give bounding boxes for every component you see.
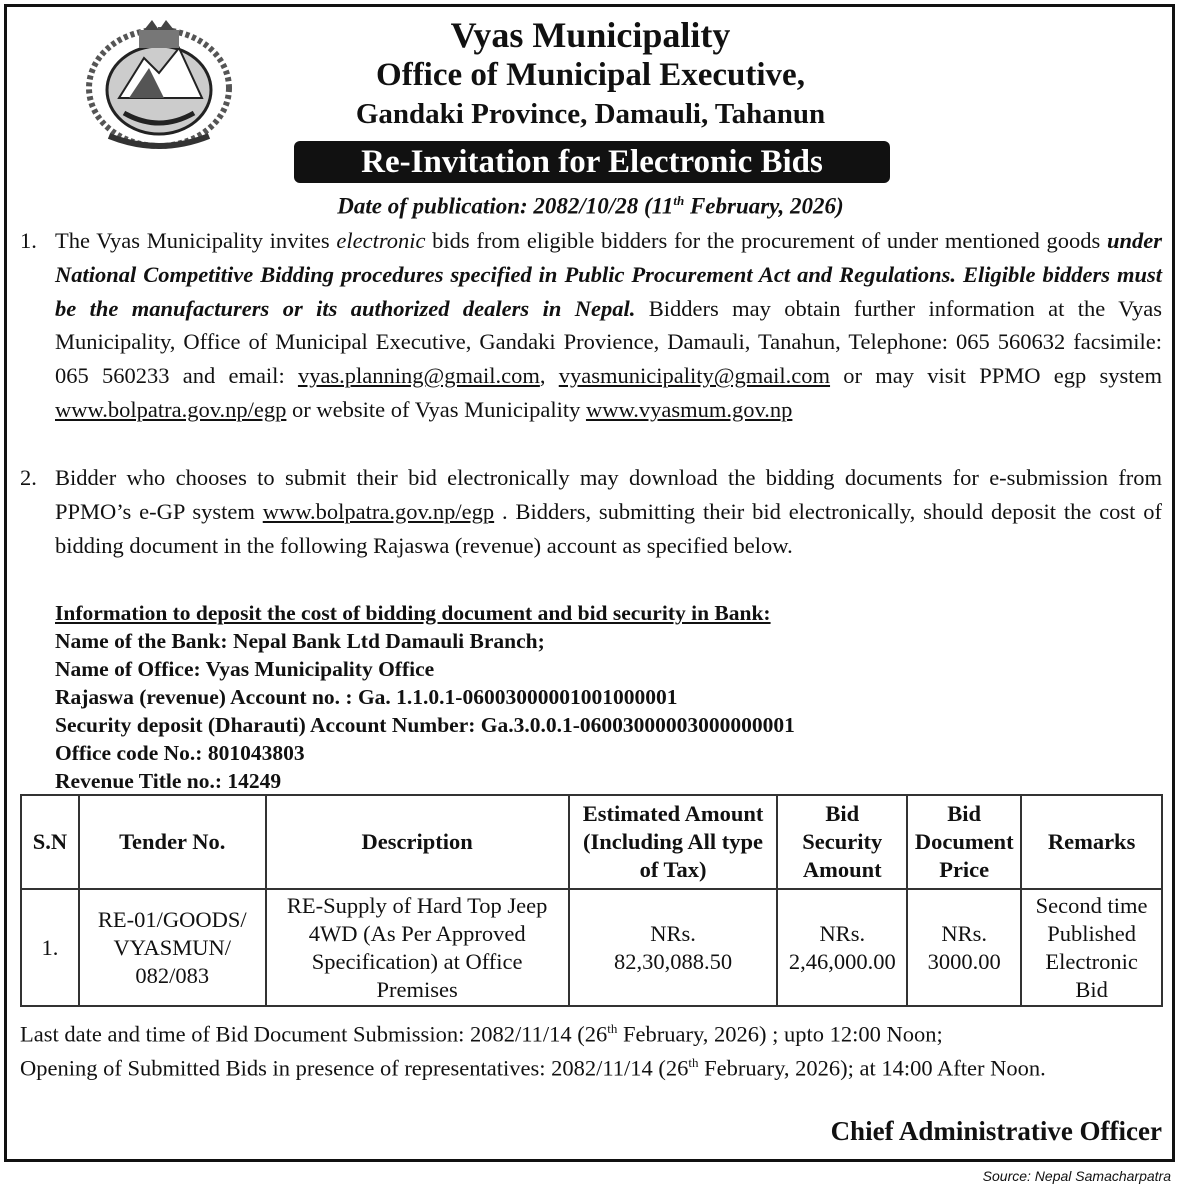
table-header-row <box>21 795 1162 889</box>
publication-date: Date of publication: 2082/10/28 (11th February, 2026) <box>337 193 844 219</box>
office-address: Gandaki Province, Damauli, Tahanun <box>355 98 826 130</box>
security-account: Security deposit (Dharauti) Account Number: Ga.3.0.0.1-06003000003000000001 <box>55 713 795 737</box>
table-row <box>21 889 1162 1006</box>
email-link-municipality[interactable]: vyasmunicipality@gmail.com <box>558 363 831 389</box>
egp-system-link[interactable]: www.bolpatra.gov.np/egp <box>262 498 495 524</box>
email-link-planning[interactable]: vyas.planning@gmail.com <box>297 363 540 389</box>
cell-sn: 1. <box>21 889 79 1006</box>
bank-name: Name of the Bank: Nepal Bank Ltd Damauli Branch; <box>55 629 545 653</box>
notice-title-banner: Re-Invitation for Electronic Bids <box>294 141 890 183</box>
submission-deadline: Last date and time of Bid Document Submission: 2082/11/14 (26th February, 2026) ; upto 12:00 Noon; <box>20 1021 943 1047</box>
col-header-tender: Tender No. <box>79 795 266 889</box>
revenue-account: Rajaswa (revenue) Account no. : Ga. 1.1.0.1-06003000001001000001 <box>55 685 678 709</box>
col-header-sn: S.N <box>21 795 79 889</box>
col-header-document-price: Bid Document Price <box>907 795 1021 889</box>
paragraph-1: 1. The Vyas Municipality invites electronic bids from eligible bidders for the procurement of under mentioned goods under National Competitive Bidding procedures specified in Public Procurement Act and Regulations. Eligible bidders must be the manufacturers or its authorized dealers in Nepal. Bidders may obtain further information at the Vyas Municipality, Office of Municipal Executive, Gandaki Provience, Damauli, Tanahun, Telephone: 065 560632 facsimile: 065 560233 and email: vyas.planning@gmail.com, vyasmunicipality@gmail.com or may visit PPMO egp system www.bolpatra.gov.np/egp or website of Vyas Municipality www.vyasmum.gov.np <box>20 228 1163 422</box>
tender-table <box>20 794 1163 1007</box>
cell-remarks: Second time Published Electronic Bid <box>1021 889 1162 1006</box>
signatory: Chief Administrative Officer <box>830 1116 1162 1146</box>
cell-estimated-amount: NRs. 82,30,088.50 <box>569 889 778 1006</box>
bank-info-heading: Information to deposit the cost of bidding document and bid security in Bank: <box>55 601 771 625</box>
cell-bid-security: NRs. 2,46,000.00 <box>777 889 907 1006</box>
cell-description: RE-Supply of Hard Top Jeep 4WD (As Per Approved Specification) at Office Premises <box>266 889 569 1006</box>
cell-tender-no: RE-01/GOODS/ VYASMUN/ 082/083 <box>79 889 266 1006</box>
source-credit: Source: Nepal Samacharpatra <box>982 1168 1171 1184</box>
col-header-description: Description <box>266 795 569 889</box>
municipality-website-link[interactable]: www.vyasmum.gov.np <box>585 396 793 422</box>
bank-info <box>55 599 795 795</box>
cell-document-price: NRs. 3000.00 <box>907 889 1021 1006</box>
office-code: Office code No.: 801043803 <box>55 741 305 765</box>
egp-url-link[interactable]: www.bolpatra.gov.np/egp <box>55 396 287 422</box>
col-header-remarks: Remarks <box>1021 795 1162 889</box>
municipality-name: Vyas Municipality <box>450 15 731 55</box>
col-header-estimated-amount: Estimated Amount (Including All type of Tax) <box>569 795 778 889</box>
revenue-title: Revenue Title no.: 14249 <box>55 769 282 793</box>
bid-opening-info: Opening of Submitted Bids in presence of representatives: 2082/11/14 (26th February, 2026); at 14:00 After Noon. <box>20 1055 1046 1081</box>
paragraph-2: 2. Bidder who chooses to submit their bid electronically may download the bidding documents for e-submission from PPMO’s e-GP system www.bolpatra.gov.np/egp . Bidders, submitting their bid electronically, should deposit the cost of bidding document in the following Rajaswa (revenue) account as specified below. <box>20 465 1162 558</box>
col-header-bid-security: Bid Security Amount <box>777 795 907 889</box>
office-name: Office of Municipal Executive, <box>376 57 805 93</box>
office-name-line: Name of Office: Vyas Municipality Office <box>55 657 435 681</box>
